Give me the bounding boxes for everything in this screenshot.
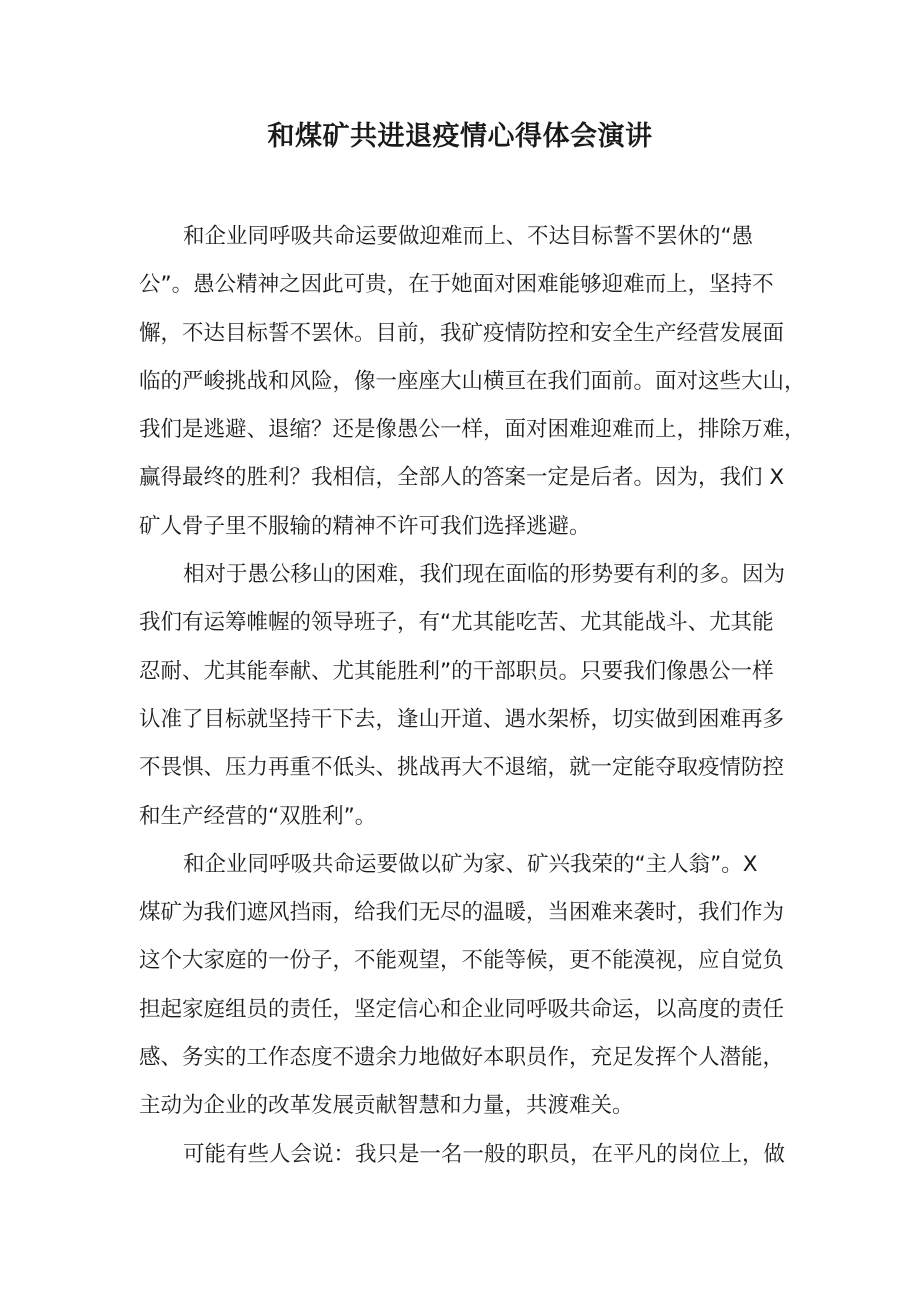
paragraph-line: 煤矿为我们遮风挡雨，给我们无尽的温暖，当困难来袭时，我们作为 [139,900,785,926]
paragraph-line: 不畏惧、压力再重不低头、挑战再大不退缩，就一定能夺取疫情防控 [139,755,785,781]
paragraph-line: 公”。愚公精神之因此可贵，在于她面对困难能够迎难而上，坚持不 [139,272,774,298]
paragraph-line: 担起家庭组员的责任，坚定信心和企业同呼吸共命运，以高度的责任 [139,996,785,1022]
paragraph-line: 临的严峻挑战和风险，像一座座大山横亘在我们面前。面对这些大山， [139,368,806,394]
paragraph-line: 矿人骨子里不服输的精神不许可我们选择逃避。 [139,513,591,539]
paragraph-line: 这个大家庭的一份子，不能观望，不能等候，更不能漠视，应自觉负 [139,948,785,974]
document-body [139,213,806,1179]
paragraph-first-line: 和企业同呼吸共命运要做迎难而上、不达目标誓不罢休的“愚 [183,224,754,249]
paragraph-line: 和生产经营的“双胜利”。 [139,803,377,829]
paragraph-first-line: 可能有些人会说：我只是一名一般的职员，在平凡的岗位上，做 [183,1141,786,1167]
document-title: 和煤矿共进退疫情心得体会演讲 [267,121,653,152]
paragraph-line: 主动为企业的改革发展贡献智慧和力量，共渡难关。 [139,1093,634,1119]
paragraph-line: 懈，不达目标誓不罢休。目前，我矿疫情防控和安全生产经营发展面 [139,320,785,346]
paragraph-line: 我们是逃避、退缩？还是像愚公一样，面对困难迎难而上，排除万难， [139,417,806,443]
paragraph-line: 感、务实的工作态度不遗余力地做好本职员作，充足发挥个人潜能， [139,1045,785,1071]
paragraph-line: 我们有运筹帷幄的领导班子，有“尤其能吃苦、尤其能战斗、尤其能 [139,610,774,636]
paragraph-first-line: 和企业同呼吸共命运要做以矿为家、矿兴我荣的“主人翁”。X [183,851,758,877]
paragraph-first-line: 相对于愚公移山的困难，我们现在面临的形势要有利的多。因为 [183,562,786,588]
paragraph-line: 赢得最终的胜利？我相信，全部人的答案一定是后者。因为，我们 X [139,465,785,491]
paragraph-line: 忍耐、尤其能奉献、尤其能胜利”的干部职员。只要我们像愚公一样 [139,658,774,684]
paragraph-line: 认准了目标就坚持干下去，逢山开道、遇水架桥，切实做到困难再多 [139,706,785,732]
